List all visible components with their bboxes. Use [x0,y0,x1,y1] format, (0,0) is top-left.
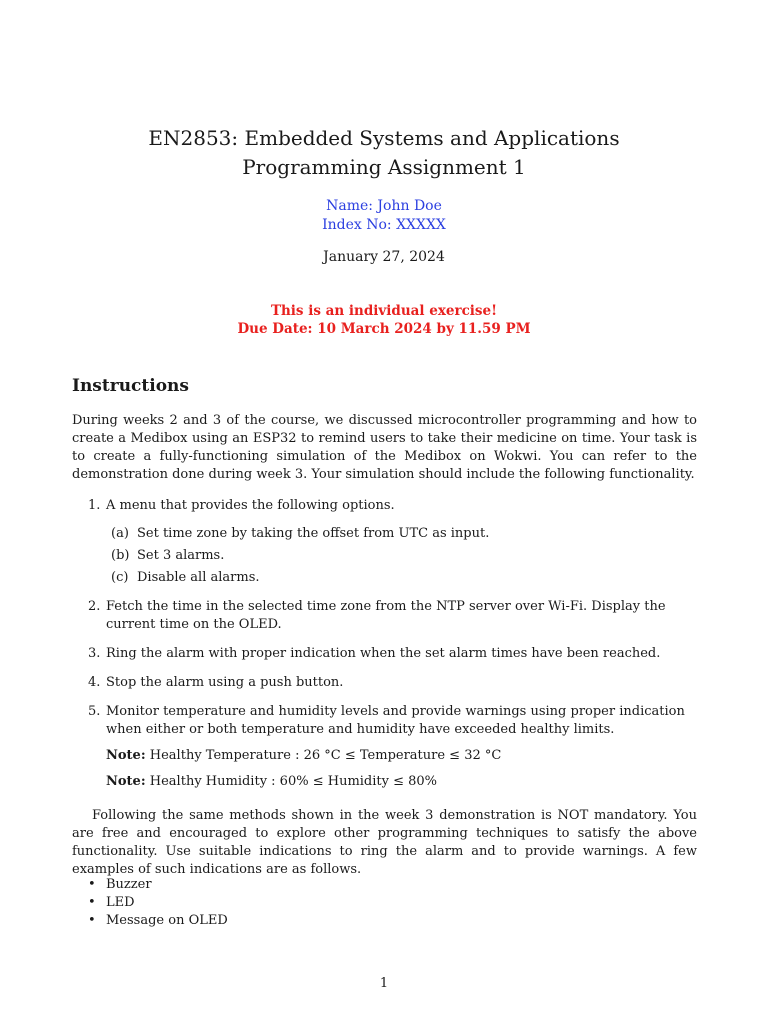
bullet-item [72,876,228,894]
sub-item-label: (b) [111,548,130,563]
section-heading: Instructions [72,376,189,396]
list-item [72,674,697,692]
item-text: Ring the alarm with proper indication when the set alarm times have been reached. [106,646,661,661]
author-name: Name: John Doe [326,198,442,214]
item-number: 3. [88,646,101,661]
list-item [72,703,697,791]
bullet-item [72,912,228,930]
title-line-2: Programming Assignment 1 [242,155,526,179]
bullet-item [72,894,228,912]
note-text: Healthy Humidity : 60% ≤ Humidity ≤ 80% [149,774,438,789]
note-temperature [106,747,697,765]
notice-due-date: Due Date: 10 March 2024 by 11.59 PM [237,321,531,337]
sub-item-label: (c) [111,570,129,585]
list-item [72,598,697,634]
bullet-icon: • [88,877,96,892]
bullet-text: LED [106,895,135,910]
page-number: 1 [379,976,389,991]
bullet-icon: • [88,895,96,910]
sub-item-text: Disable all alarms. [137,570,260,585]
sub-item-label: (a) [111,526,129,541]
sub-item-text: Set 3 alarms. [137,548,225,563]
bullet-text: Message on OLED [106,913,228,928]
list-item [72,497,697,587]
item-text: Monitor temperature and humidity levels and provide warnings using proper indication when either or both temperature and humidity have exceeded healthy limits. [106,704,685,737]
notice-block [0,302,768,338]
sub-list-item [106,547,697,565]
document-date: January 27, 2024 [323,249,445,265]
sub-list [106,525,697,587]
title-line-1: EN2853: Embedded Systems and Applications [148,126,620,150]
item-text: Fetch the time in the selected time zone from the NTP server over Wi-Fi. Display the current time on the OLED. [106,599,666,632]
sub-list-item [106,569,697,587]
note-text: Healthy Temperature : 26 °C ≤ Temperature ≤ 32 °C [149,748,502,763]
author-index: Index No: XXXXX [322,217,446,233]
item-number: 2. [88,599,101,614]
sub-item-text: Set time zone by taking the offset from UTC as input. [137,526,490,541]
item-number: 5. [88,704,101,719]
author-block [0,197,768,235]
sub-list-item [106,525,697,543]
note-label: Note: [106,748,146,763]
indications-list [72,876,228,930]
document-title [0,124,768,182]
requirements-list [72,497,697,802]
note-label: Note: [106,774,146,789]
item-text: A menu that provides the following options. [106,498,395,513]
list-item [72,645,697,663]
following-paragraph: Following the same methods shown in the week 3 demonstration is NOT mandatory. You are free and encouraged to explore other programming techniques to satisfy the above functionality. Use suitable indications to ring the alarm and to provide warnings. A few examples of such indications are as follows. [72,808,697,877]
bullet-icon: • [88,913,96,928]
intro-paragraph: During weeks 2 and 3 of the course, we discussed microcontroller programming and how to create a Medibox using an ESP32 to remind users to take their medicine on time. Your task is to create a fully-functioning simulation of the Medibox on Wokwi. You can refer to the demonstration done during week 3. Your simulation should include the following functionality. [72,413,697,482]
notice-individual: This is an individual exercise! [270,303,498,319]
note-humidity [106,773,697,791]
bullet-text: Buzzer [106,877,152,892]
item-number: 4. [88,675,101,690]
item-number: 1. [88,498,101,513]
item-text: Stop the alarm using a push button. [106,675,344,690]
